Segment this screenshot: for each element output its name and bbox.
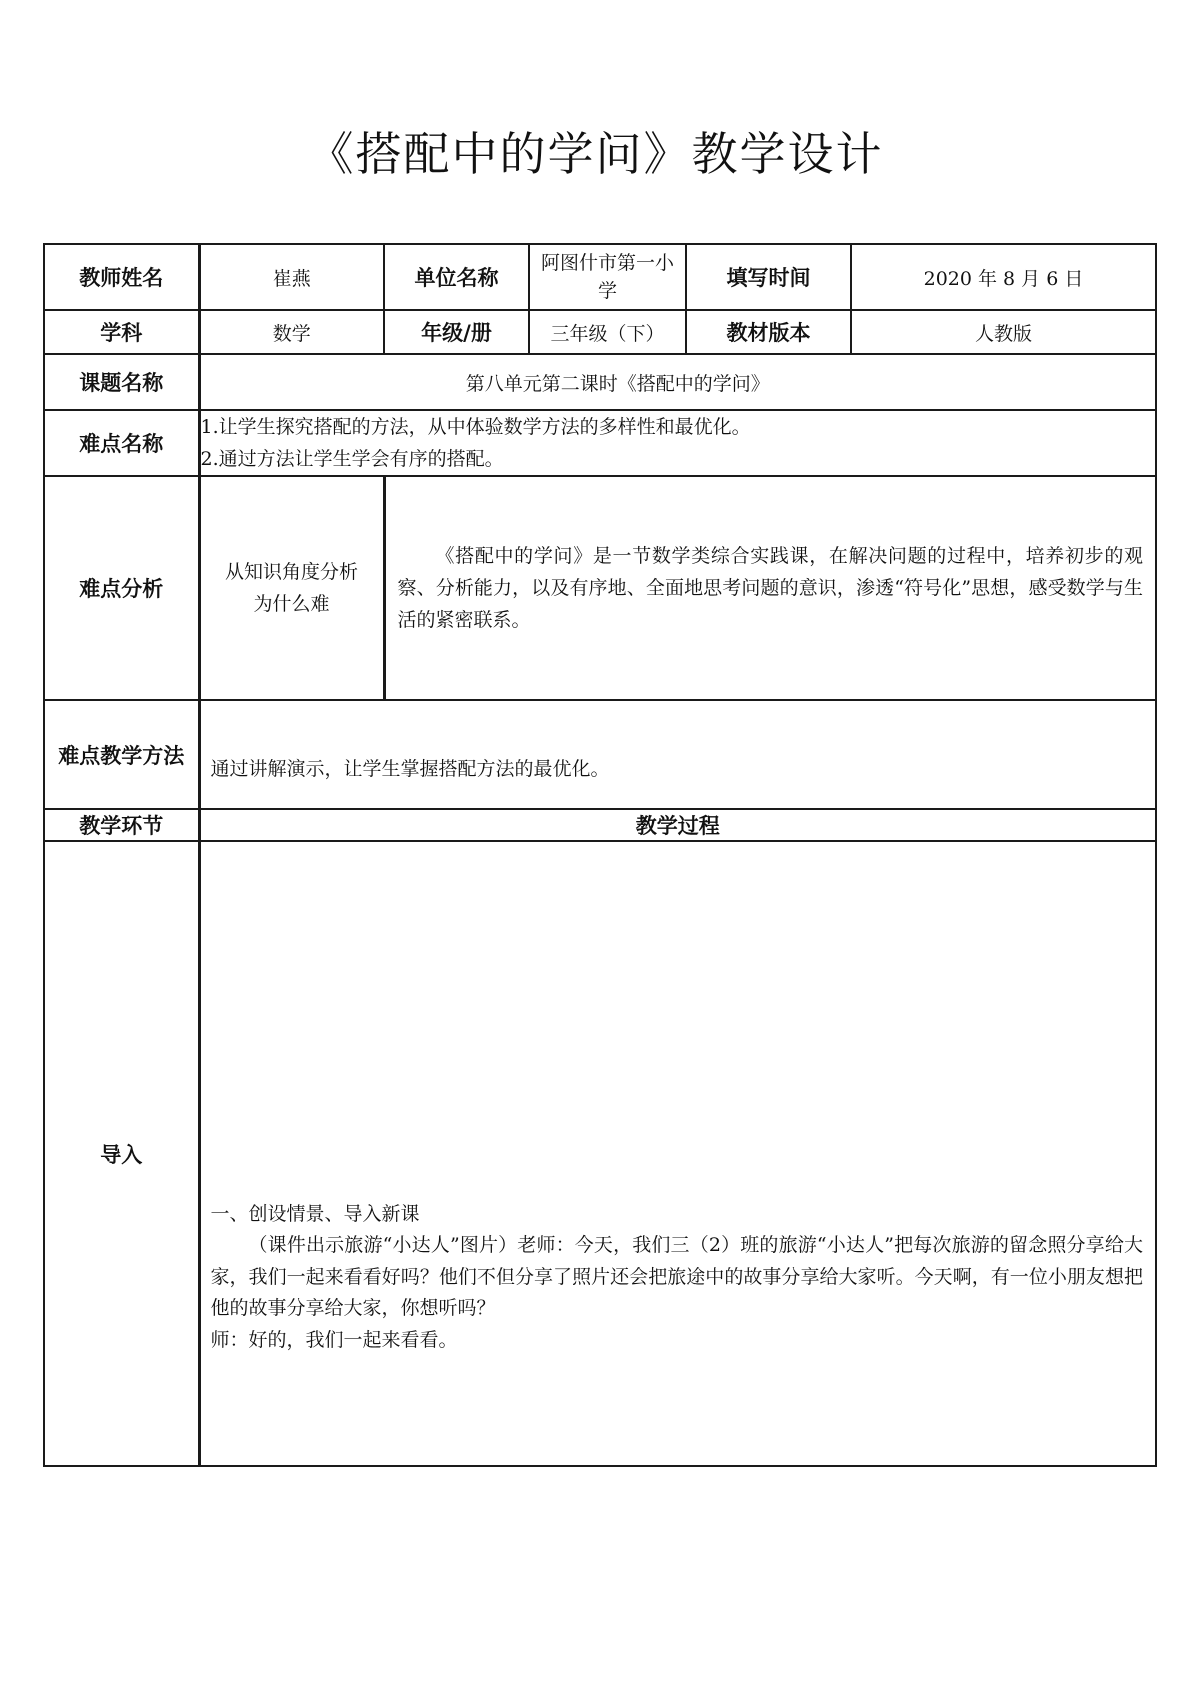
- teacher-value: 崔燕: [199, 244, 384, 310]
- subject-value: 数学: [199, 310, 384, 354]
- topic-value: [199, 354, 1156, 410]
- unit-value: 阿图什市第一小学: [540, 252, 674, 302]
- unit-cell: [529, 244, 686, 310]
- process-header: 教学过程: [199, 809, 1156, 841]
- intro-reply: 师：好的，我们一起来看看。: [210, 1328, 458, 1351]
- intro-row: [44, 841, 1156, 1466]
- grade-value: 三年级（下）: [529, 310, 686, 354]
- analysis-sub-cell: [199, 476, 384, 700]
- analysis-label: 难点分析: [44, 476, 199, 700]
- date-value: 2020 年 8 月 6 日: [851, 244, 1156, 310]
- teacher-label: 教师姓名: [44, 244, 199, 310]
- difficulty-label: 难点名称: [44, 410, 199, 476]
- intro-content: [199, 841, 1156, 1466]
- method-cell: [199, 700, 1156, 809]
- method-row: [44, 700, 1156, 809]
- topic-label: 课题名称: [44, 354, 199, 410]
- info-row-1: [44, 244, 1156, 310]
- grade-label: 年级/册: [384, 310, 529, 354]
- method-text: 通过讲解演示，让学生掌握搭配方法的最优化。: [210, 758, 610, 780]
- intro-heading: 一、创设情景、导入新课: [210, 1202, 420, 1225]
- process-header-row: [44, 809, 1156, 841]
- analysis-text: 《搭配中的学问》是一节数学类综合实践课，在解决问题的过程中，培养初步的观察、分析能力，以及有序地、全面地思考问题的意识，渗透“符号化”思想，感受数学与生活的紧密联系。: [397, 545, 1143, 631]
- difficulty-item: 1.让学生探究搭配的方法，从中体验数学方法的多样性和最优化。: [200, 416, 751, 438]
- edition-label: 教材版本: [686, 310, 851, 354]
- topic-text: 第八单元第二课时《搭配中的学问》: [465, 372, 770, 395]
- difficulty-row: [44, 410, 1156, 476]
- page-title: 《搭配中的学问》教学设计: [307, 127, 884, 181]
- lesson-plan-table: [43, 243, 1157, 1467]
- info-row-2: [44, 310, 1156, 354]
- edition-value: 人教版: [851, 310, 1156, 354]
- analysis-sub-label: 从知识角度分析为什么难: [224, 561, 358, 615]
- method-label: 难点教学方法: [44, 700, 199, 809]
- intro-label: 导入: [44, 841, 199, 1466]
- difficulty-item: 2.通过方法让学生学会有序的搭配。: [200, 448, 504, 470]
- topic-row: [44, 354, 1156, 410]
- difficulty-list: [199, 410, 1156, 476]
- subject-label: 学科: [44, 310, 199, 354]
- date-label: 填写时间: [686, 244, 851, 310]
- intro-paragraph: （课件出示旅游“小达人”图片）老师：今天，我们三（2）班的旅游“小达人”把每次旅游的留念照分享给大家，我们一起来看看好吗？他们不但分享了照片还会把旅途中的故事分享给大家听。今天啊，有一位小朋友想把他的故事分享给大家，你想听吗？: [210, 1234, 1143, 1320]
- stage-header: 教学环节: [44, 809, 199, 841]
- unit-label: 单位名称: [384, 244, 529, 310]
- analysis-row: [44, 476, 1156, 700]
- analysis-text-cell: [384, 476, 1156, 700]
